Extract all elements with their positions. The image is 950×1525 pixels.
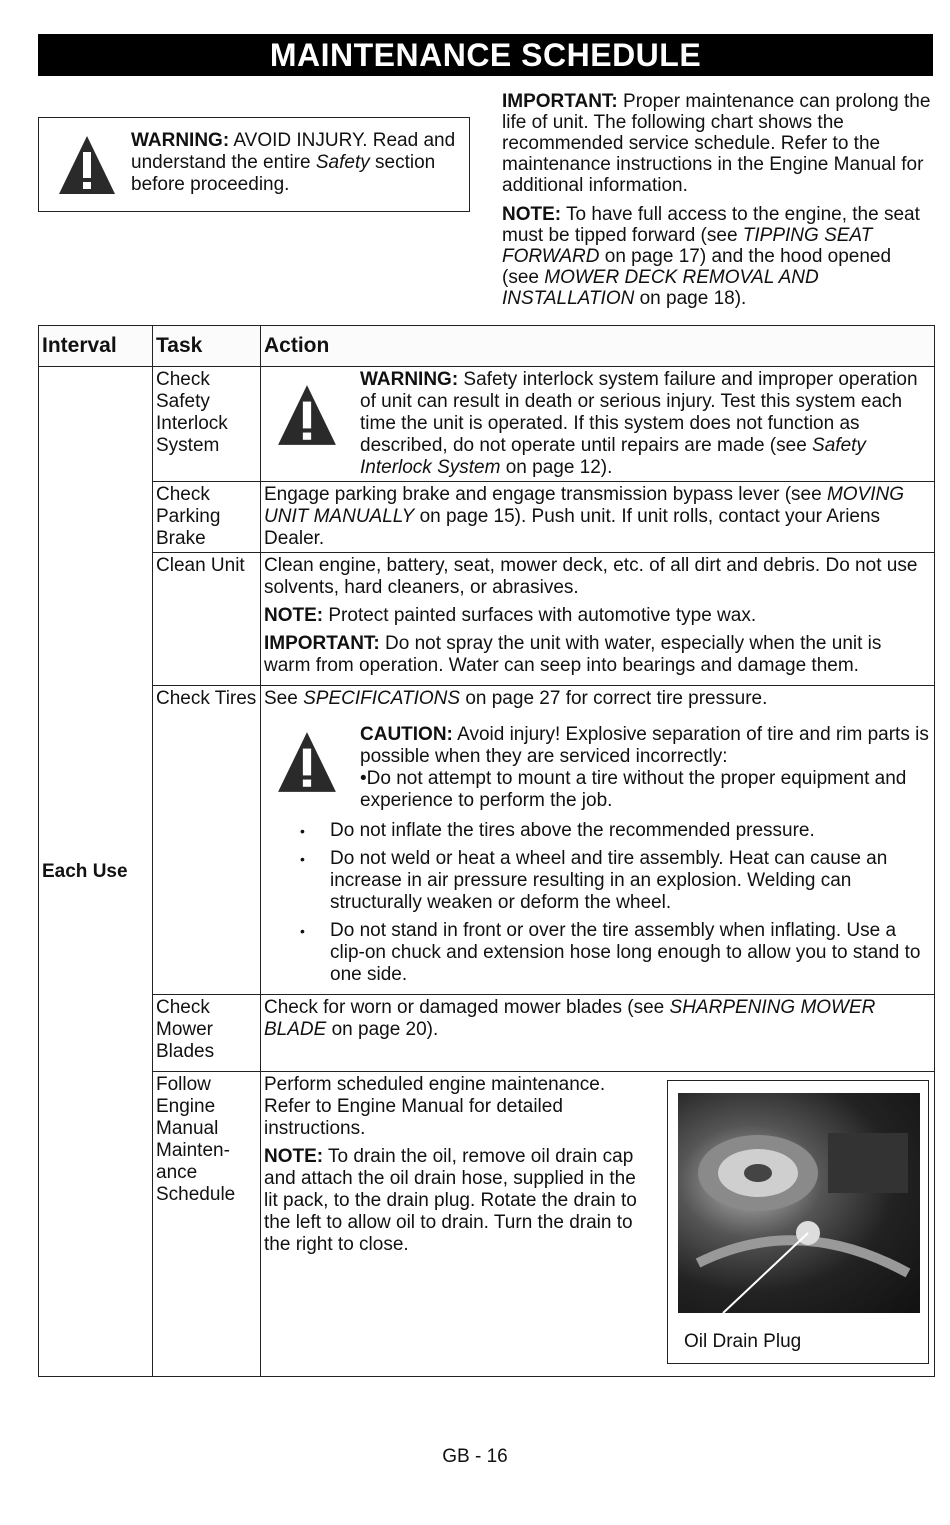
table-header-row	[39, 326, 935, 367]
action-cell: Perform scheduled engine maintenance. Refer to Engine Manual for detailed instructions. NOTE: To drain the oil, remove oil drain cap and attach the oil drain hose, supplied in the lit pack, to the drain plug. Rotate the drain to the left to allow oil to drain. Turn the drain to the right to close. Oil Drain Plug	[261, 1072, 935, 1377]
photo-caption: Oil Drain Plug	[684, 1331, 802, 1352]
list-item: • Do not inflate the tires above the recommended pressure.	[330, 820, 931, 842]
warning-text: WARNING: AVOID INJURY. Read and understand the entire Safety section before proceeding.	[131, 130, 456, 195]
task-cell: Follow Engine Manual Mainten- ance Schedule	[153, 1072, 261, 1377]
action-cell: Check for worn or damaged mower blades (see SHARPENING MOWER BLADE on page 20).	[261, 995, 935, 1072]
action-cell: Engage parking brake and engage transmission bypass lever (see MOVING UNIT MANUALLY on page 15). Push unit. If unit rolls, contact your Ariens Dealer.	[261, 482, 935, 553]
table-row	[39, 482, 935, 553]
oil-drain-photo	[678, 1093, 920, 1313]
warning-triangle-icon	[57, 134, 117, 196]
task-cell: Clean Unit	[153, 553, 261, 686]
task-cell: Check Tires	[153, 686, 261, 995]
table-row	[39, 686, 935, 995]
table-row	[39, 553, 935, 686]
action-cell: WARNING: Safety interlock system failure and improper operation of unit can result in death or serious injury. Test this system each time the unit is operated. If this system does not function as described, do not operate until repairs are made (see Safety Interlock System on page 12).	[261, 367, 935, 482]
table-row	[39, 367, 935, 482]
header-task: Task	[153, 326, 261, 367]
table-row	[39, 995, 935, 1072]
note-paragraph: NOTE: To have full access to the engine, the seat must be tipped forward (see TIPPING SEAT FORWARD on page 17) and the hood opened (see MOWER DECK REMOVAL AND INSTALLATION on page 18).	[502, 204, 920, 309]
header-interval: Interval	[39, 326, 153, 367]
tire-bullet-list	[264, 820, 931, 986]
page-title: MAINTENANCE SCHEDULE	[38, 34, 933, 76]
oil-drain-photo-box	[667, 1080, 929, 1364]
action-cell: See SPECIFICATIONS on page 27 for correct tire pressure. CAUTION: Avoid injury! Explosive separation of tire and rim parts is possible when they are serviced incorrectly: •Do not attempt to mount a tire without the proper equipment and experience to perform the job. • Do not inflate the tires above the recommended pressure. • Do not weld or heat a wheel and tire assembly. Heat can cause an increase in air pressure resulting in an explosion. Welding can structurally weaken or deform the wheel. • Do not stand in front or over the tire assembly when inflating. Use a clip-on chuck and extension hose long enough to allow you to stand to one side.	[261, 686, 935, 995]
task-cell: Check Parking Brake	[153, 482, 261, 553]
table-row	[39, 1072, 935, 1377]
warning-box	[38, 117, 470, 212]
list-item: • Do not stand in front or over the tire assembly when inflating. Use a clip-on chuck and extension hose long enough to allow you to stand to one side.	[330, 920, 931, 986]
maintenance-table	[38, 325, 935, 1377]
caution-triangle-icon	[276, 730, 338, 794]
important-paragraph: IMPORTANT: Proper maintenance can prolong the life of unit. The following chart shows the recommended service schedule. Refer to the maintenance instructions in the Engine Manual for additional information.	[502, 91, 931, 196]
warning-triangle-icon	[276, 383, 338, 447]
task-cell: Check Safety Interlock System	[153, 367, 261, 482]
page-number: GB - 16	[442, 1446, 508, 1467]
interval-each-use: Each Use	[39, 367, 153, 1377]
intro-text	[502, 91, 932, 317]
list-item: • Do not weld or heat a wheel and tire assembly. Heat can cause an increase in air pressure resulting in an explosion. Welding can structurally weaken or deform the wheel.	[330, 848, 931, 914]
header-action: Action	[261, 326, 935, 367]
task-cell: Check Mower Blades	[153, 995, 261, 1072]
action-cell: Clean engine, battery, seat, mower deck, etc. of all dirt and debris. Do not use solvents, hard cleaners, or abrasives. NOTE: Protect painted surfaces with automotive type wax. IMPORTANT: Do not spray the unit with water, especially when the unit is warm from operation. Water can seep into bearings and damage them.	[261, 553, 935, 686]
